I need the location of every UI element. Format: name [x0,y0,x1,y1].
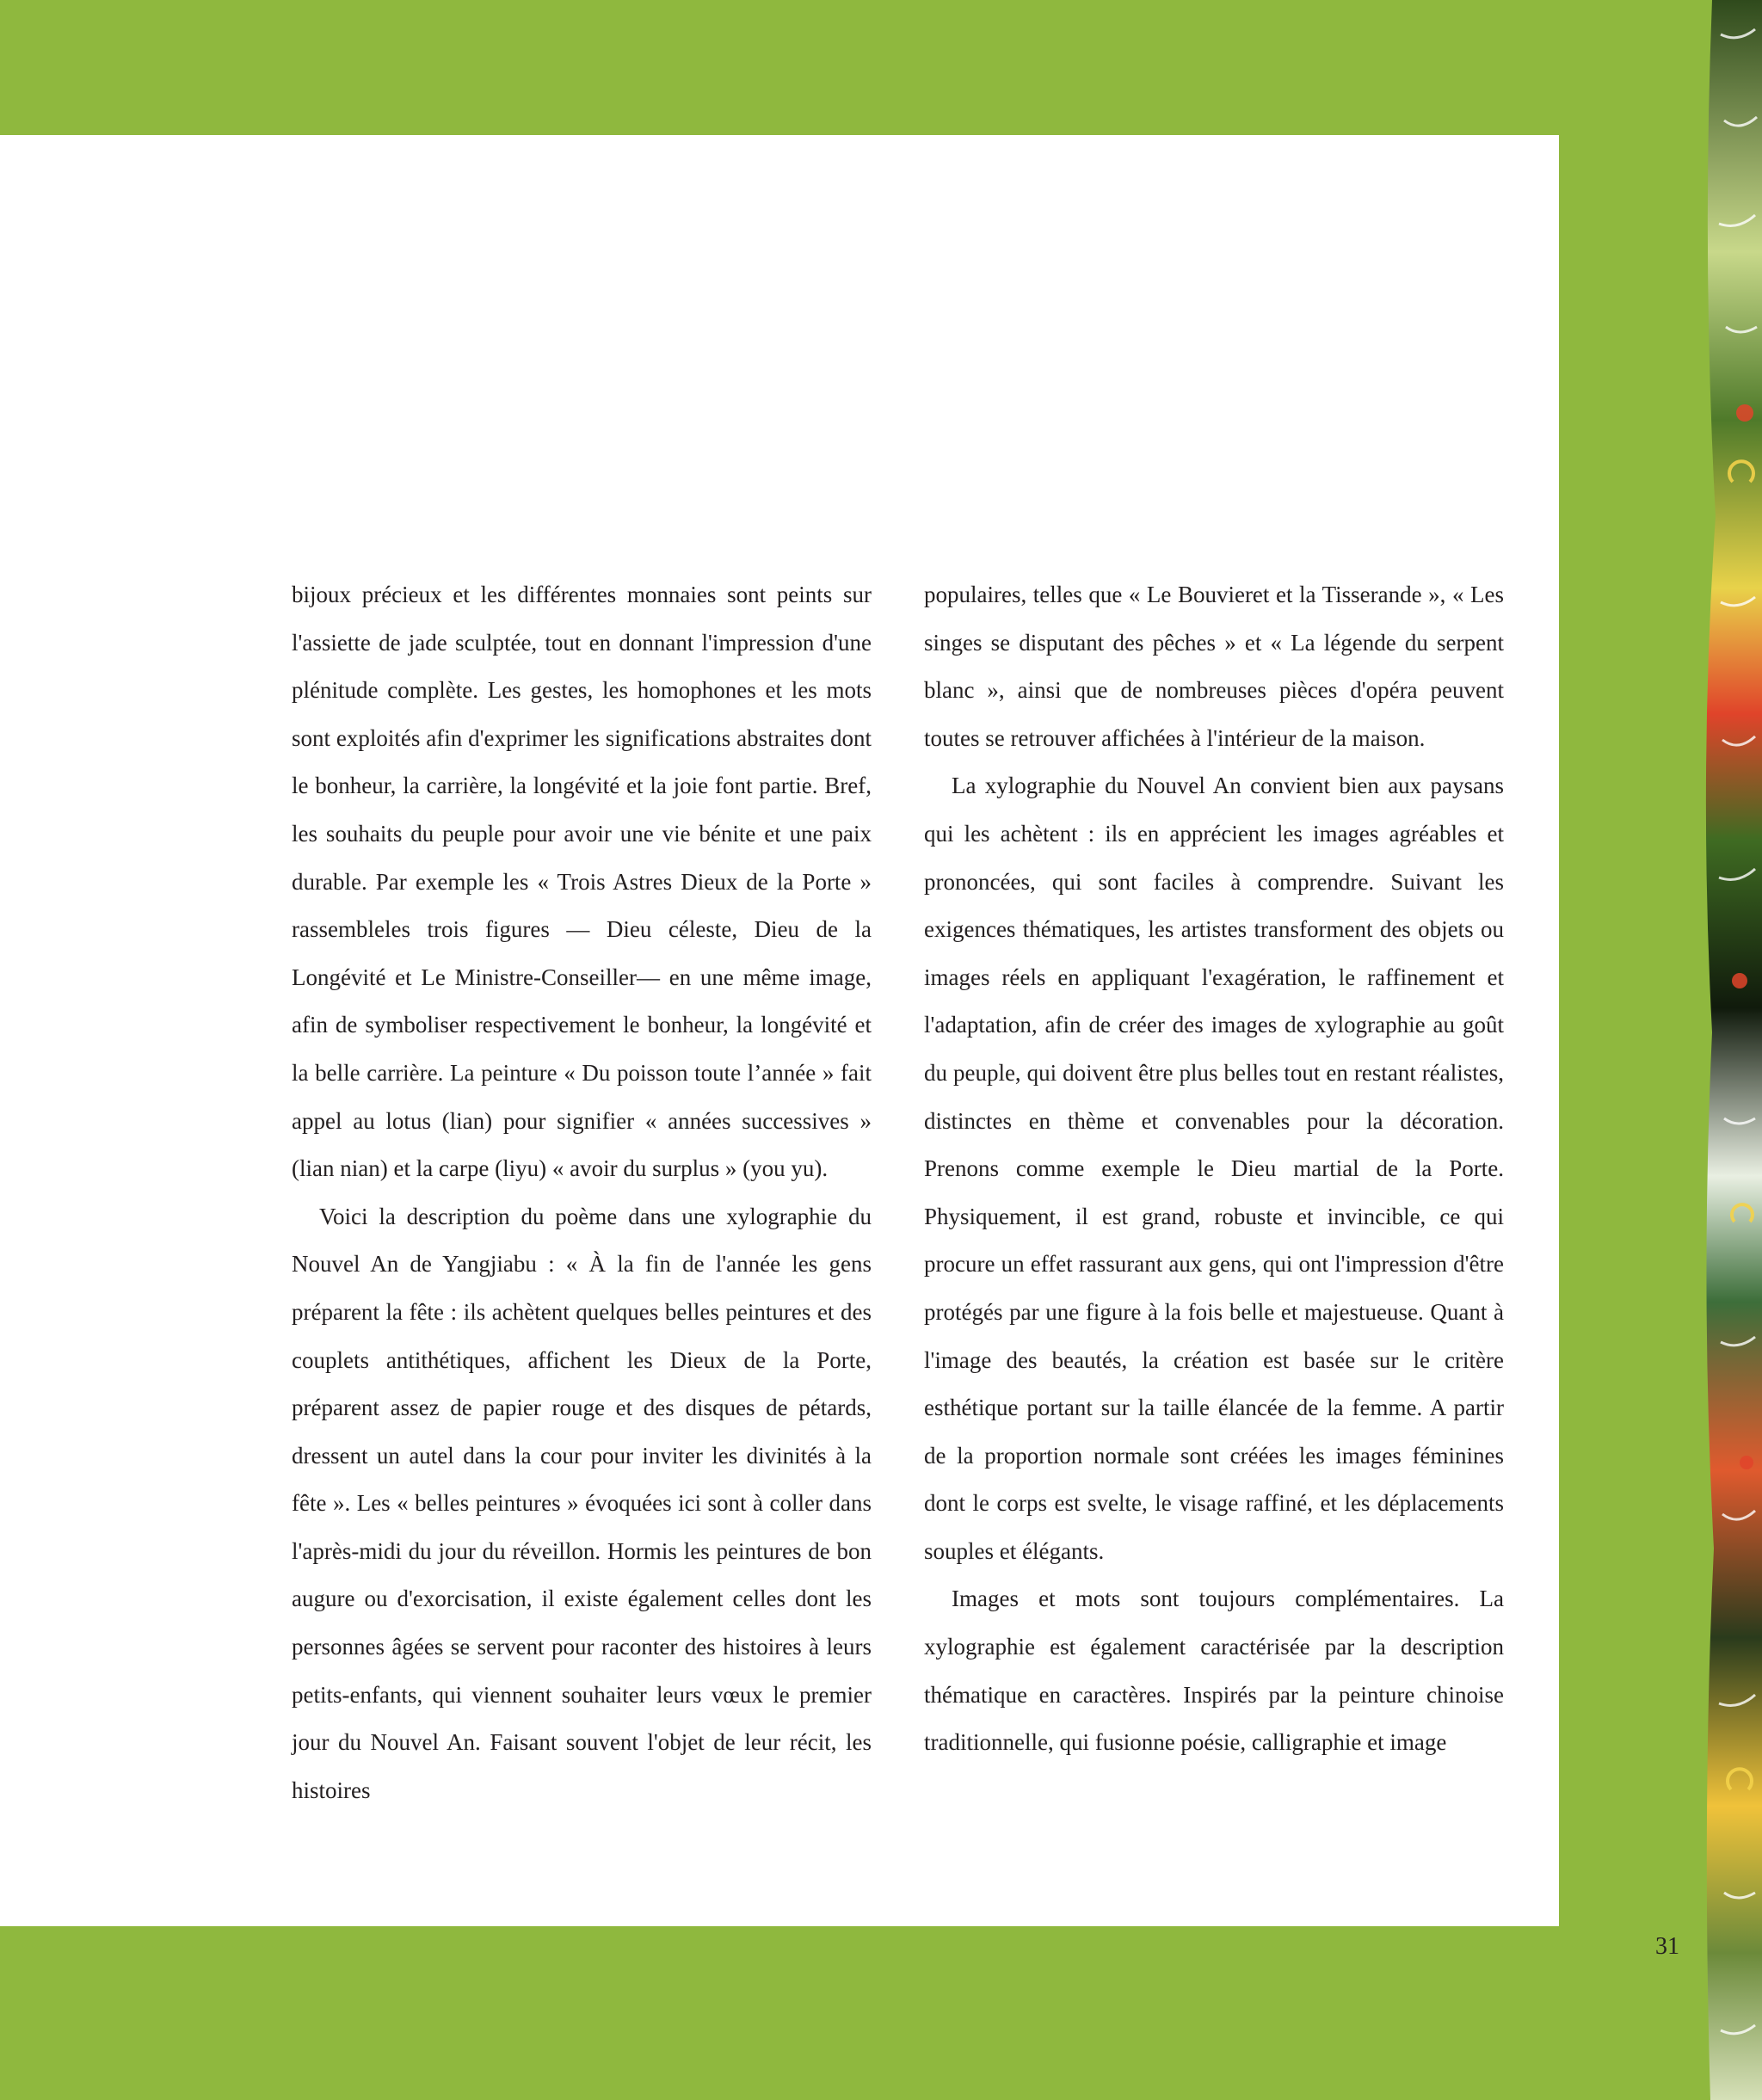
right-paragraph-1: populaires, telles que « Le Bouvieret et la Tisserande », « Les singes se disputant des pêches » et « La légende du serpent blanc », ainsi que de nombreuses pièces d'opéra peuvent toutes se retrouver affichées à l'intérieur de la maison. [924,582,1504,751]
left-paragraph-2: Voici la description du poème dans une xylographie du Nouvel An de Yangjiabu : « À la fin de l'année les gens préparent la fête : ils achètent quelques belles peintures et des couplets antithétiques, affichent les Dieux de la Porte, préparent assez de papier rouge et des disques de pétards, dressent un autel dans la cour pour inviter les divinités à la fête ». Les « belles peintures » évoquées ici sont à coller dans l'après-midi du jour du réveillon. Hormis les peintures de bon augure ou d'exorcisation, il existe également celles dont les personnes âgées se servent pour raconter des histoires à leurs petits-enfants, qui viennent souhaiter leurs vœux le premier jour du Nouvel An. Faisant souvent l'objet de leur récit, les histoires [292,1203,872,1803]
text-column-right [924,571,1504,1767]
right-paragraph-2: La xylographie du Nouvel An convient bien aux paysans qui les achètent : ils en apprécient les images agréables et prononcées, qui sont faciles à comprendre. Suivant les exigences thématiques, les artistes transforment des objets ou images réels en appliquant l'exagération, le raffinement et l'adaptation, afin de créer des images de xylographie au goût du peuple, qui doivent être plus belles tout en restant réalistes, distinctes en thème et convenables pour la décoration. Prenons comme exemple le Dieu martial de la Porte. Physiquement, il est grand, robuste et invincible, ce qui procure un effet rassurant aux gens, qui ont l'impression d'être protégés par une figure à la fois belle et majestueuse. Quant à l'image des beautés, la création est basée sur le critère esthétique portant sur la taille élancée de la femme. A partir de la proportion normale sont créées les images féminines dont le corps est svelte, le visage raffiné, et les déplacements souples et élégants. [924,773,1504,1564]
left-paragraph-1: bijoux précieux et les différentes monnaies sont peints sur l'assiette de jade sculptée, tout en donnant l'impression d'une plénitude complète. Les gestes, les homophones et les mots sont exploités afin d'exprimer les significations abstraites dont le bonheur, la carrière, la longévité et la joie font partie. Bref, les souhaits du peuple pour avoir une vie bénite et une paix durable. Par exemple les « Trois Astres Dieux de la Porte » rassembleles trois figures — Dieu céleste, Dieu de la Longévité et Le Ministre-Conseiller— en une même image, afin de symboliser respectivement le bonheur, la longévité et la belle carrière. La peinture « Du poisson toute l’année » fait appel au lotus (lian) pour signifier « années successives » (lian nian) et la carpe (liyu) « avoir du surplus » (you yu). [292,582,872,1182]
decorative-woodcut-strip [1695,0,1762,2100]
woodcut-pattern-image [1695,0,1762,2100]
text-column-left [292,571,872,1814]
right-paragraph-3: Images et mots sont toujours complémentaires. La xylographie est également caractérisée par la description thématique en caractères. Inspirés par la peinture chinoise traditionnelle, qui fusionne poésie, calligraphie et image [924,1586,1504,1756]
page-number: 31 [1655,1933,1679,1960]
